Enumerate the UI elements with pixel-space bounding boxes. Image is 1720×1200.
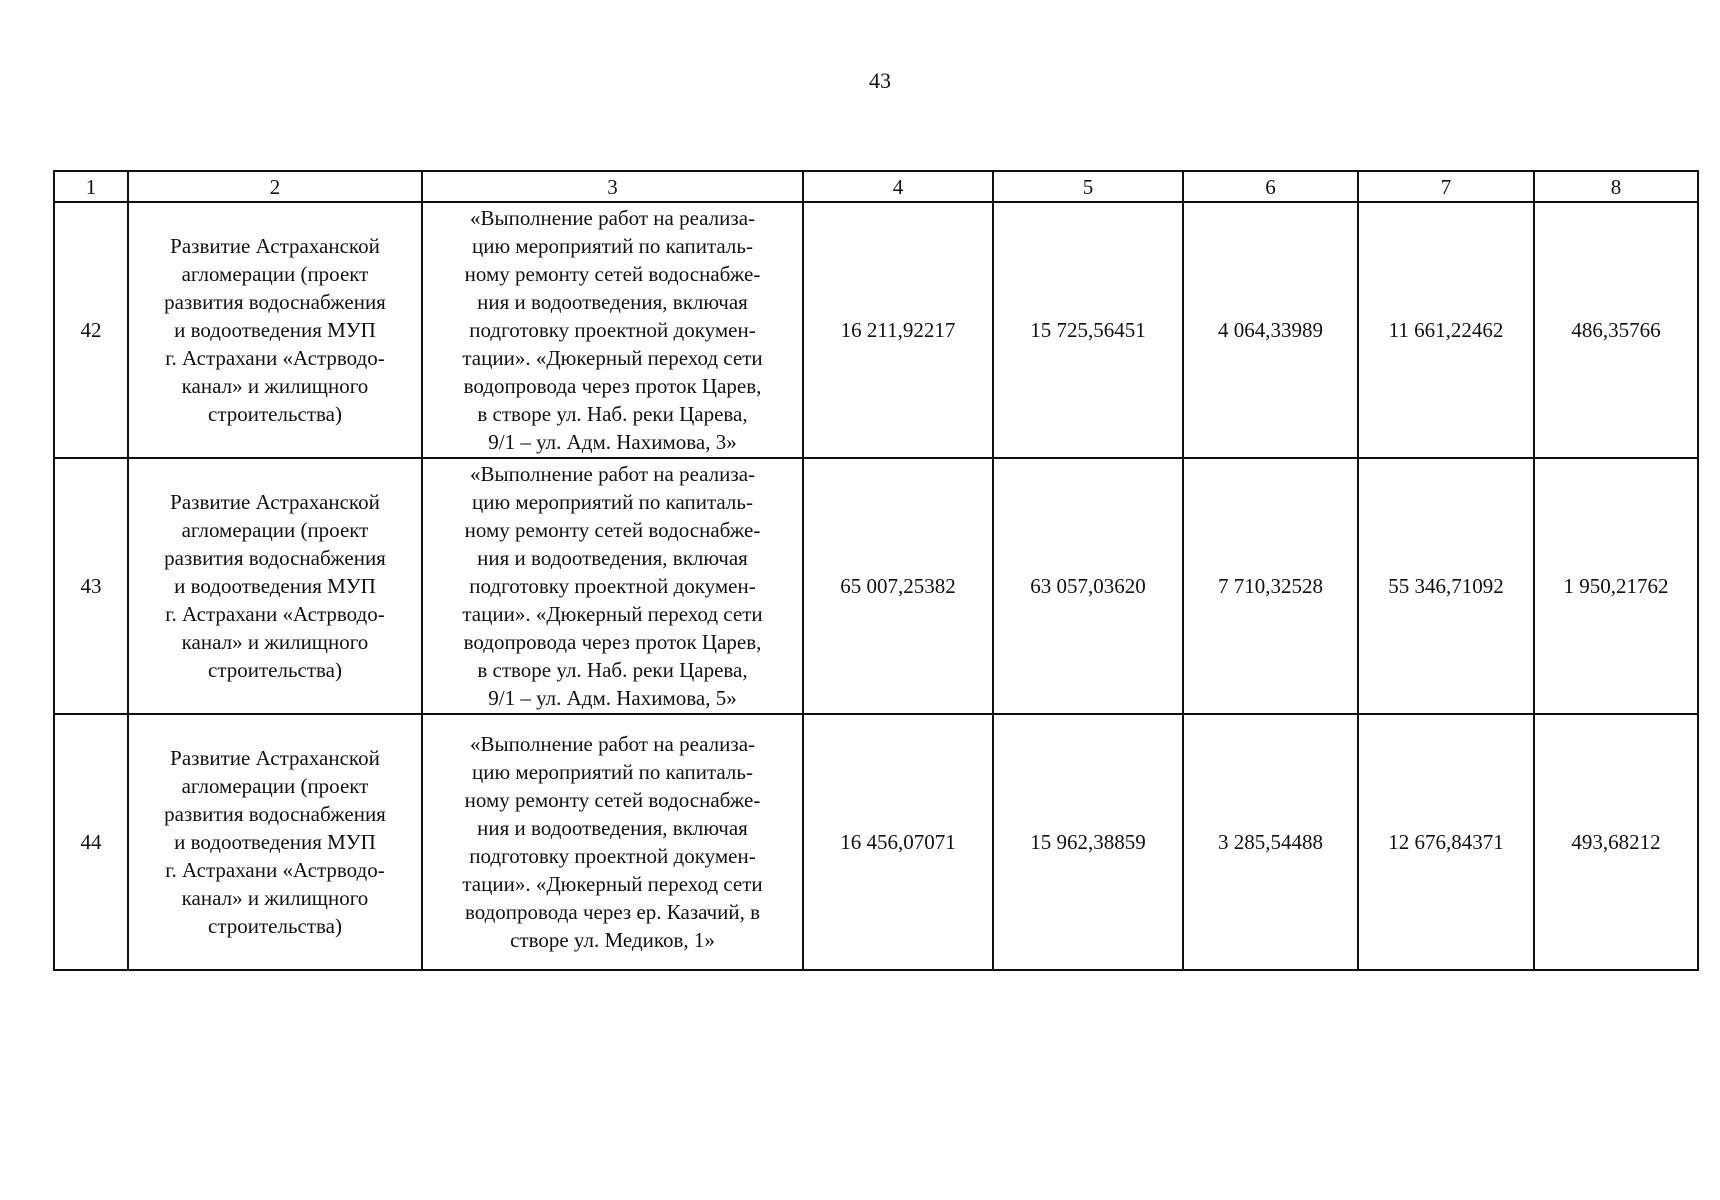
description-text: «Выполнение работ на реализа- цию мероприятий по капиталь- ному ремонту сетей водоснабже- ния и водоотведения, включая подготовку проектной докумен- тации». «Дюкерный переход сети водопровода через проток Царев, в створе ул. Наб. реки Царева, 9/1 – ул. Адм. Нахимова, 5»: [462, 462, 763, 710]
data-table: [53, 170, 1699, 971]
description-cell: [422, 202, 803, 458]
column-header: 3: [422, 171, 803, 202]
value-cell-col7: 11 661,22462: [1358, 202, 1534, 458]
column-header: 7: [1358, 171, 1534, 202]
value-cell-col4: 65 007,25382: [803, 458, 993, 714]
value-cell-col7: 12 676,84371: [1358, 714, 1534, 970]
description-cell: [422, 458, 803, 714]
description-cell: [422, 714, 803, 970]
column-header: 1: [54, 171, 128, 202]
column-header: 2: [128, 171, 422, 202]
value-cell-col5: 15 962,38859: [993, 714, 1183, 970]
project-text: Развитие Астраханской агломерации (проект развития водоснабжения и водоотведения МУП г. Астрахани «Астрводо- канал» и жилищного строительства): [164, 746, 386, 938]
value-cell-col5: 15 725,56451: [993, 202, 1183, 458]
value-cell-col4: 16 211,92217: [803, 202, 993, 458]
table-row: [54, 458, 1698, 714]
page-number: 43: [869, 68, 891, 93]
value-cell-col6: 3 285,54488: [1183, 714, 1358, 970]
description-text: «Выполнение работ на реализа- цию мероприятий по капиталь- ному ремонту сетей водоснабже- ния и водоотведения, включая подготовку проектной докумен- тации». «Дюкерный переход сети водопровода через ер. Казачий, в створе ул. Медиков, 1»: [462, 732, 763, 952]
value-cell-col4: 16 456,07071: [803, 714, 993, 970]
value-cell-col6: 7 710,32528: [1183, 458, 1358, 714]
header-row: [54, 171, 1698, 202]
column-header: 8: [1534, 171, 1698, 202]
row-number-cell: 43: [54, 458, 128, 714]
description-text: «Выполнение работ на реализа- цию мероприятий по капиталь- ному ремонту сетей водоснабже- ния и водоотведения, включая подготовку проектной докумен- тации». «Дюкерный переход сети водопровода через проток Царев, в створе ул. Наб. реки Царева, 9/1 – ул. Адм. Нахимова, 3»: [462, 206, 763, 454]
project-text: Развитие Астраханской агломерации (проект развития водоснабжения и водоотведения МУП г. Астрахани «Астрводо- канал» и жилищного строительства): [164, 490, 386, 682]
value-cell-col7: 55 346,71092: [1358, 458, 1534, 714]
value-cell-col5: 63 057,03620: [993, 458, 1183, 714]
table-row: [54, 202, 1698, 458]
column-header: 5: [993, 171, 1183, 202]
value-cell-col8: 486,35766: [1534, 202, 1698, 458]
row-number-cell: 44: [54, 714, 128, 970]
value-cell-col8: 493,68212: [1534, 714, 1698, 970]
column-header: 4: [803, 171, 993, 202]
value-cell-col8: 1 950,21762: [1534, 458, 1698, 714]
project-cell: [128, 458, 422, 714]
project-cell: [128, 714, 422, 970]
column-header: 6: [1183, 171, 1358, 202]
table-row: [54, 714, 1698, 970]
value-cell-col6: 4 064,33989: [1183, 202, 1358, 458]
project-text: Развитие Астраханской агломерации (проект развития водоснабжения и водоотведения МУП г. Астрахани «Астрводо- канал» и жилищного строительства): [164, 234, 386, 426]
project-cell: [128, 202, 422, 458]
row-number-cell: 42: [54, 202, 128, 458]
